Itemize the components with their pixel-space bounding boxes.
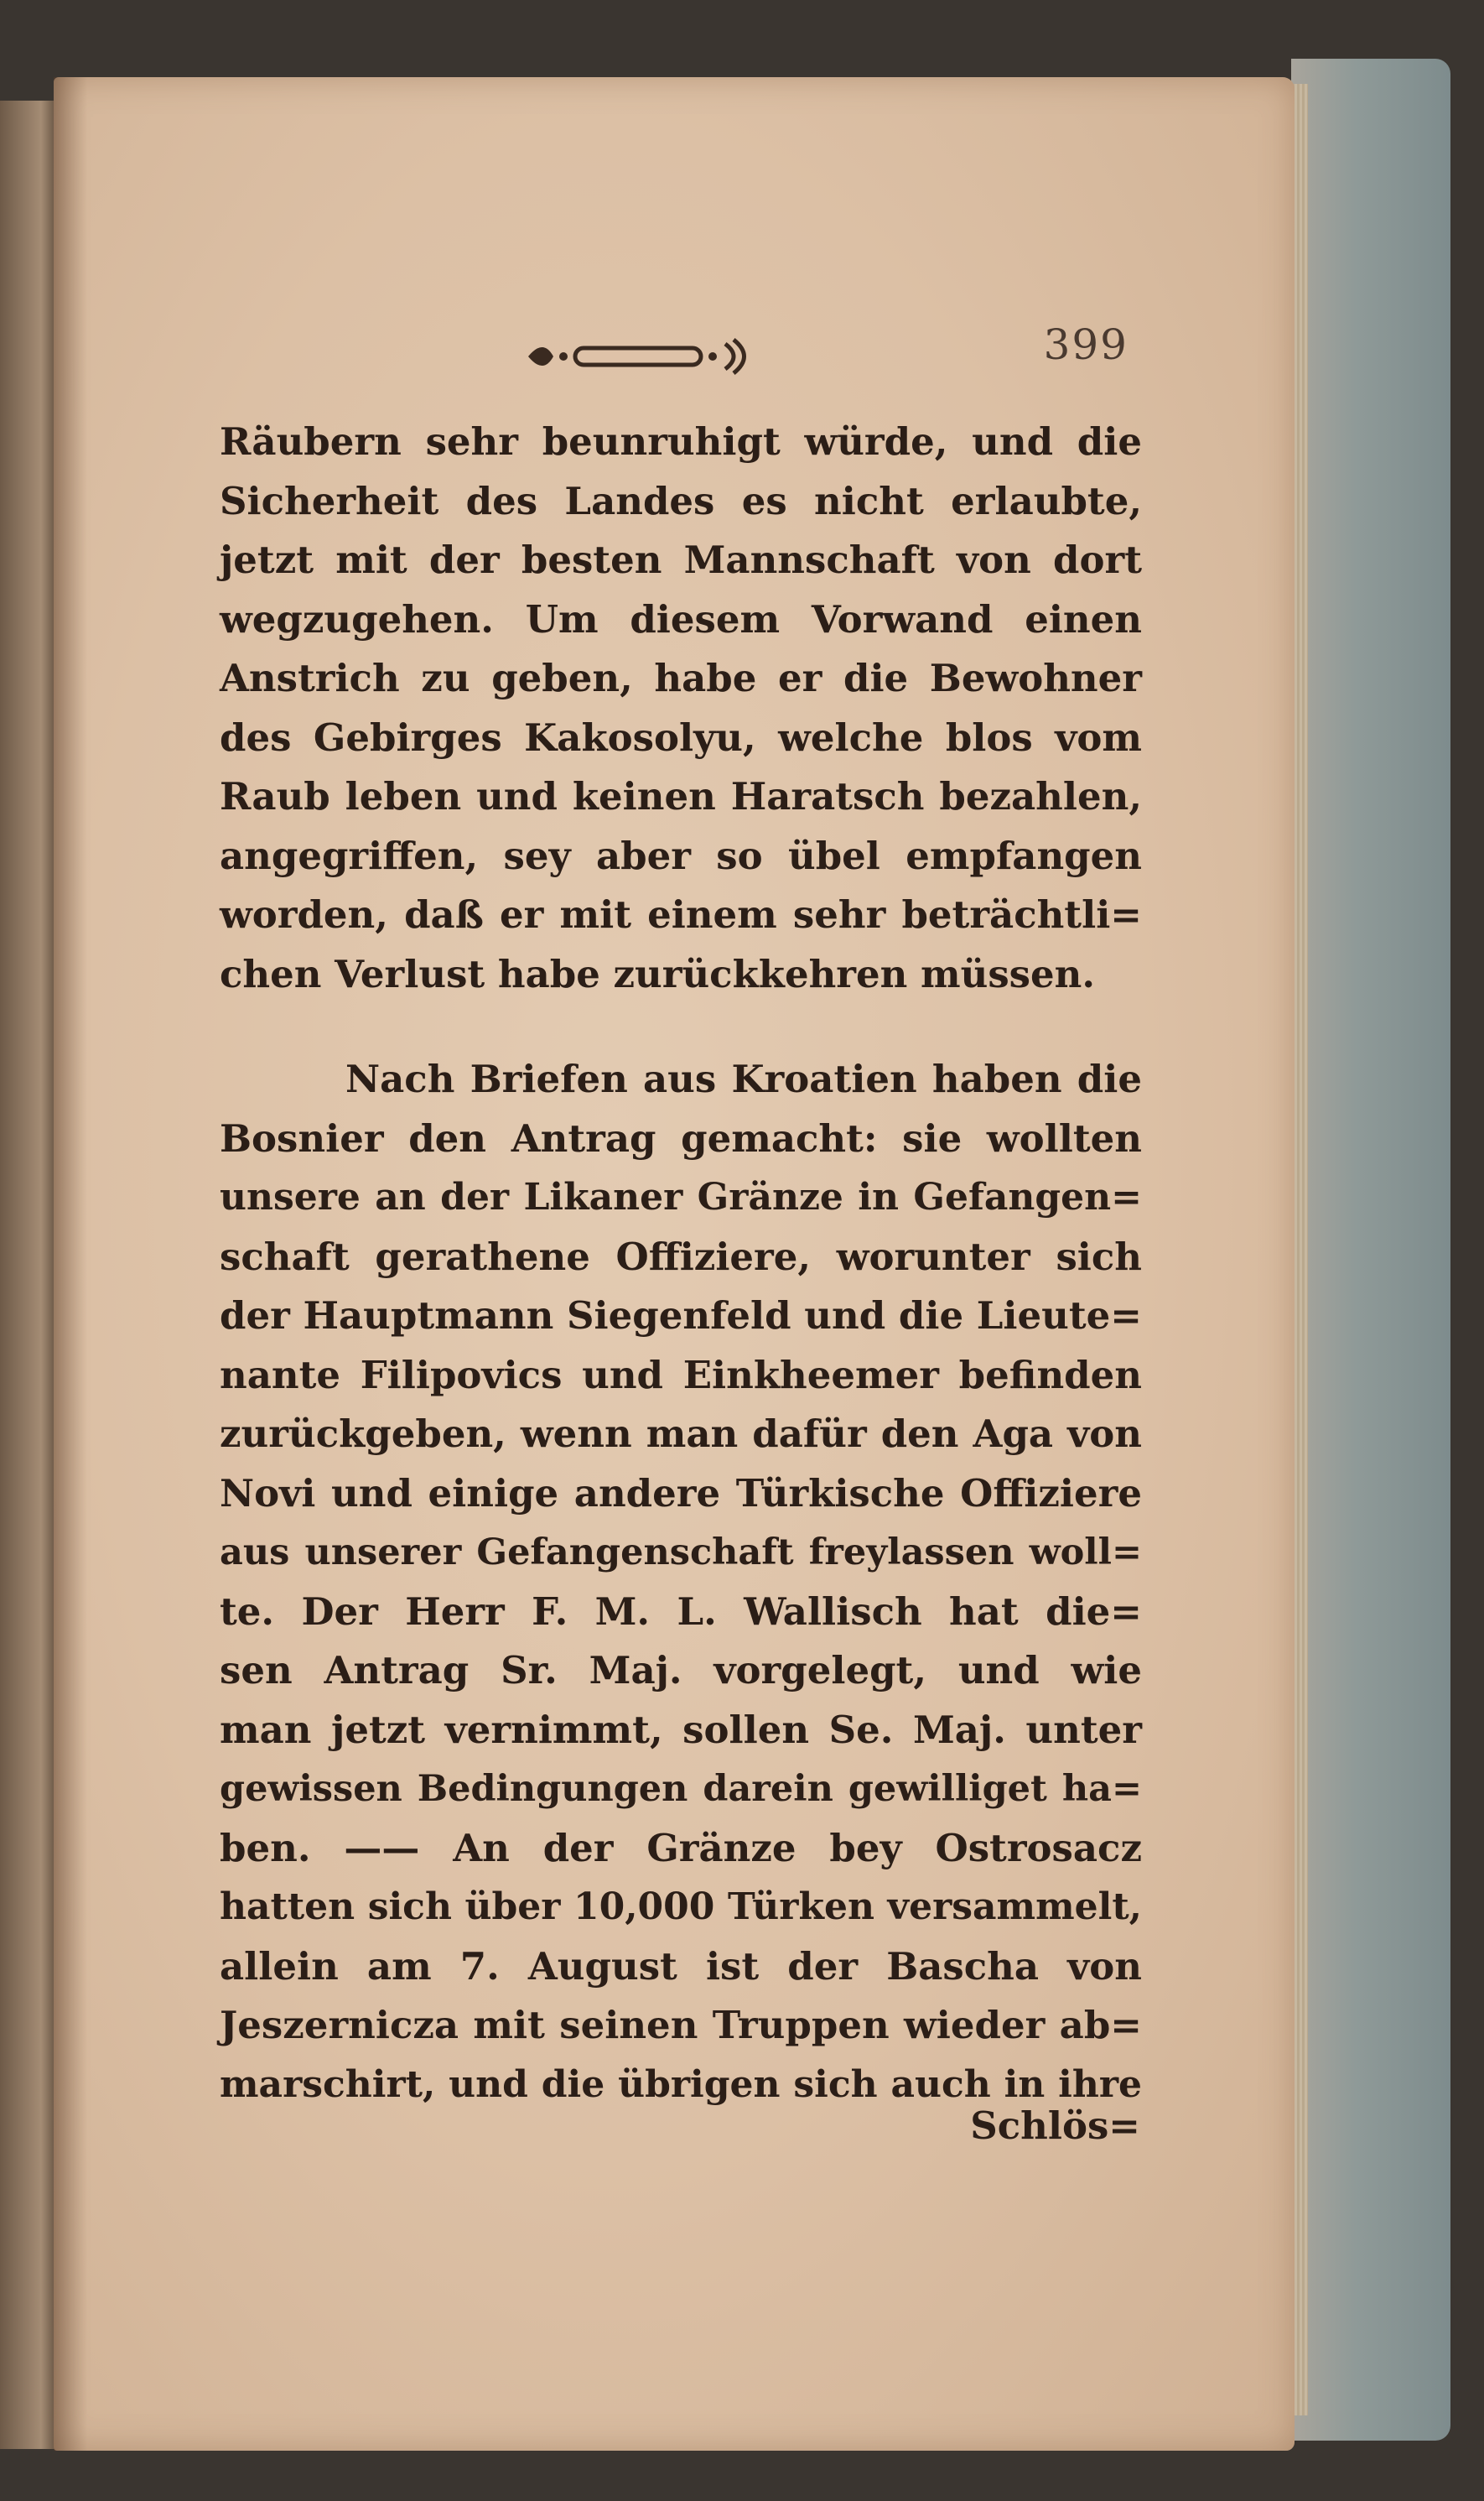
paragraph-spacing (220, 1004, 1142, 1050)
text-line: Sicherheit des Landes es nicht erlaubte, (220, 478, 1142, 523)
text-line: marschirt, und die übrigen sich auch in ihre (220, 2062, 1142, 2106)
text-line: Raub leben und keinen Haratsch bezahlen, (220, 774, 1142, 819)
text-line: wegzugehen. Um diesem Vorwand einen (220, 596, 1142, 642)
facing-page-edge (0, 101, 59, 2449)
body-text (220, 413, 1142, 2114)
decorative-ornament-icon (520, 327, 771, 386)
text-line: nante Filipovics und Einkheemer befinden (220, 1352, 1142, 1397)
text-line: jetzt mit der besten Mannschaft von dort (220, 538, 1142, 582)
text-line: Bosnier den Antrag gemacht: sie wollten (220, 1115, 1142, 1161)
text-line: zurückgeben, wenn man dafür den Aga von (220, 1412, 1142, 1456)
page-number: 399 (1043, 320, 1129, 369)
text-line: unsere an der Likaner Gränze in Gefangen= (220, 1176, 1142, 1219)
text-line: allein am 7. August ist der Bascha von (220, 1943, 1142, 1989)
paragraph (220, 413, 1142, 1004)
book-cover-edge (1291, 59, 1450, 2441)
text-line: ben. —— An der Gränze bey Ostrosacz (220, 1825, 1142, 1870)
page-gutter-shadow (54, 77, 87, 2451)
text-line: gewissen Bedingungen darein gewilliget ha= (220, 1768, 1142, 1810)
text-line: hatten sich über 10,000 Türken versammelt, (220, 1885, 1142, 1928)
text-line: Nach Briefen aus Kroatien haben die (345, 1057, 1142, 1101)
text-line: aus unserer Gefangenschaft freylassen woll= (220, 1531, 1142, 1573)
catchword: Schlös= (970, 2103, 1140, 2148)
text-line: chen Verlust habe zurückkehren müssen. (220, 951, 1096, 996)
text-line: sen Antrag Sr. Maj. vorgelegt, und wie (220, 1648, 1142, 1692)
text-line: des Gebirges Kakosolyu, welche blos vom (220, 715, 1142, 760)
text-line: Novi und einige andere Türkische Offiziere (220, 1470, 1142, 1516)
page-header (520, 320, 1140, 396)
text-line: te. Der Herr F. M. L. Wallisch hat die= (220, 1588, 1142, 1634)
paragraph (220, 1050, 1142, 2114)
text-line: schaft gerathene Offiziere, worunter sich (220, 1234, 1142, 1279)
text-line: angegriffen, sey aber so übel empfangen (220, 833, 1142, 878)
text-line: Räubern sehr beunruhigt würde, und die (220, 419, 1142, 464)
text-line: der Hauptmann Siegenfeld und die Lieute= (220, 1293, 1142, 1338)
text-line: Jeszernicza mit seinen Truppen wieder ab= (220, 2003, 1142, 2047)
text-line: worden, daß er mit einem sehr beträchtli= (220, 892, 1142, 937)
text-line: man jetzt vernimmt, sollen Se. Maj. unter (220, 1707, 1142, 1752)
text-line: Anstrich zu geben, habe er die Bewohner (220, 656, 1142, 700)
